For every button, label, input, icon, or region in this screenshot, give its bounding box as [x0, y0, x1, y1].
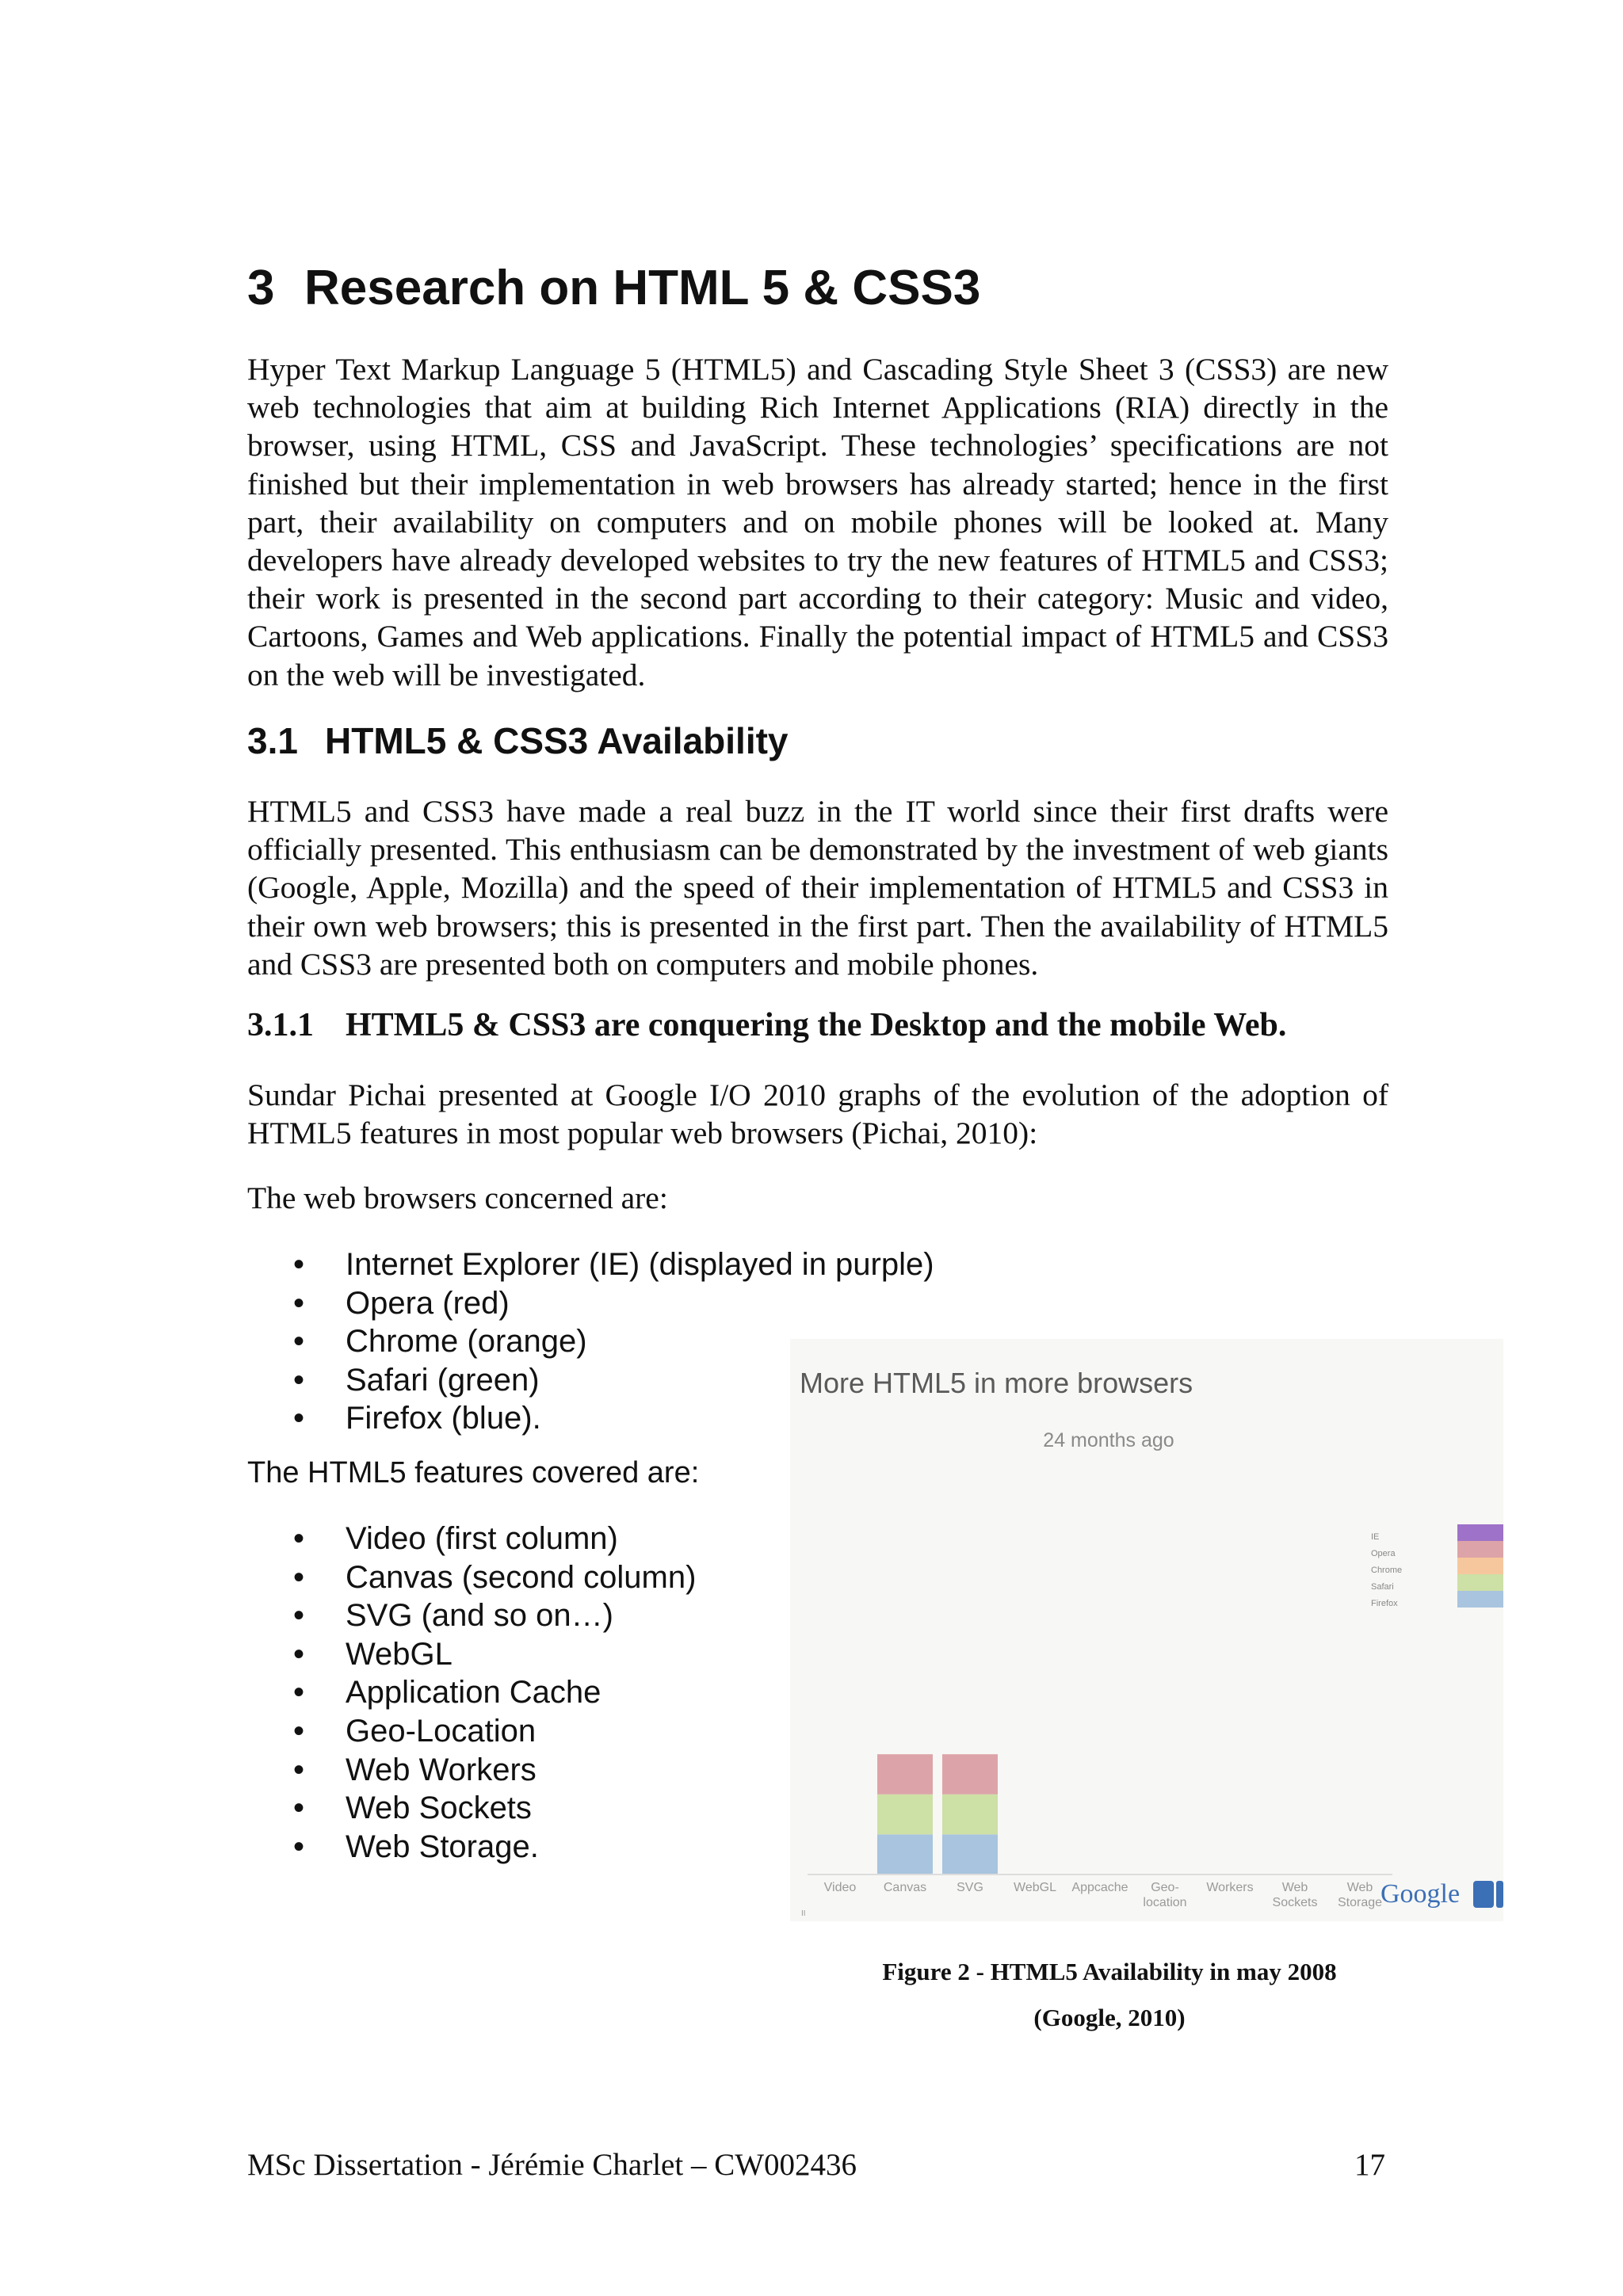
figure-caption [792, 1949, 1426, 2041]
list-item: • Video (first column) [293, 1520, 696, 1558]
legend-swatch-firefox [1457, 1591, 1503, 1608]
subsection-title: HTML5 & CSS3 are conquering the Desktop and the mobile Web. [346, 1007, 1287, 1043]
bar-canvas-safari [877, 1794, 933, 1835]
legend-label-safari: Safari [1371, 1582, 1394, 1592]
bar-svg-safari [942, 1794, 998, 1835]
figure-caption-line2: (Google, 2010) [1033, 2004, 1186, 2031]
features-intro: The HTML5 features covered are: [247, 1456, 700, 1489]
x-axis-labels [824, 1881, 1382, 1909]
list-item: • Canvas (second column) [293, 1558, 696, 1597]
x-tick-label-workers: Workers [1206, 1881, 1254, 1894]
list-item: • Application Cache [293, 1673, 696, 1712]
x-tick-label-web-storage: Web Storage [1337, 1881, 1383, 1909]
bar-canvas-opera [877, 1754, 933, 1794]
list-item: • Web Workers [293, 1751, 696, 1790]
list-item: • WebGL [293, 1635, 696, 1674]
features-list [293, 1520, 696, 1866]
legend-swatch-ie [1457, 1524, 1503, 1541]
chart-legend [1371, 1524, 1503, 1608]
legend-label-opera: Opera [1371, 1549, 1396, 1558]
section-title: Research on HTML 5 & CSS3 [304, 261, 981, 315]
chart-svg [790, 1339, 1503, 1921]
subsection-number: 3.1 [247, 720, 298, 761]
subsection-title: HTML5 & CSS3 Availability [325, 720, 789, 761]
list-item: • Geo-Location [293, 1712, 696, 1751]
footer-text: MSc Dissertation - Jérémie Charlet – CW002436 [247, 2148, 857, 2182]
legend-swatch-safari [1457, 1574, 1503, 1591]
chart-subtitle: 24 months ago [1043, 1429, 1174, 1451]
legend-swatch-chrome [1457, 1558, 1503, 1574]
browsers-intro: The web browsers concerned are: [247, 1180, 668, 1215]
x-tick-label-geo-location: Geo-location [1143, 1881, 1187, 1909]
list-item: • Web Sockets [293, 1789, 696, 1828]
x-tick-label-web-sockets: Web Sockets [1272, 1881, 1318, 1909]
legend-label-chrome: Chrome [1371, 1566, 1403, 1575]
subsection-heading-3-1 [247, 719, 789, 762]
list-item: • Chrome (orange) [293, 1322, 934, 1361]
x-tick-label-svg: SVG [957, 1881, 983, 1894]
slide-logo-icon [1473, 1881, 1503, 1908]
figure-caption-line1: Figure 2 - HTML5 Availability in may 2008 [882, 1958, 1337, 1985]
list-item: • SVG (and so on…) [293, 1596, 696, 1635]
html5-browsers-chart [790, 1339, 1503, 1921]
chart-bars [877, 1754, 998, 1875]
axis-small-label: II [801, 1909, 806, 1918]
intro-paragraph: Hyper Text Markup Language 5 (HTML5) and Cascading Style Sheet 3 (CSS3) are new web technologies that aim at building Rich Internet Applications (RIA) directly in the browser, using HTML, CSS and JavaScript. These technologies’ specifications are not finished but their implementation in web browsers has already started; hence in the first part, their availability on computers and on mobile phones will be looked at. Many developers have already developed websites to try the new features of HTML5 and CSS3; their work is presented in the second part according to their category: Music and video, Cartoons, Games and Web applications. Finally the potential impact of HTML5 and CSS3 on the web will be investigated. [247, 352, 1388, 692]
list-item: • Firefox (blue). [293, 1399, 934, 1438]
legend-label-ie: IE [1371, 1532, 1380, 1542]
x-tick-label-webgl: WebGL [1014, 1881, 1056, 1894]
bar-svg-opera [942, 1754, 998, 1794]
x-tick-label-canvas: Canvas [883, 1881, 927, 1894]
page-number: 17 [1354, 2148, 1385, 2182]
chart-title: More HTML5 in more browsers [800, 1367, 1193, 1399]
subsection-number: 3.1.1 [247, 1007, 314, 1043]
list-item: • Internet Explorer (IE) (displayed in purple) [293, 1245, 934, 1284]
list-item: • Opera (red) [293, 1284, 934, 1323]
list-item: • Safari (green) [293, 1361, 934, 1400]
pichai-paragraph: Sundar Pichai presented at Google I/O 2010 graphs of the evolution of the adoption of HTML5 features in most popular web browsers (Pichai, 2010): [247, 1077, 1388, 1151]
availability-paragraph: HTML5 and CSS3 have made a real buzz in the IT world since their first drafts were officially presented. This enthusiasm can be demonstrated by the investment of web giants (Google, Apple, Mozilla) and the speed of their implementation of HTML5 and CSS3 in their own web browsers; this is presented in the first part. Then the availability of HTML5 and CSS3 are presented both on computers and mobile phones. [247, 794, 1388, 982]
legend-label-firefox: Firefox [1371, 1599, 1398, 1608]
list-item: • Web Storage. [293, 1828, 696, 1867]
x-tick-label-video: Video [823, 1881, 857, 1894]
bar-svg-firefox [942, 1834, 998, 1875]
google-logo: Google [1381, 1879, 1461, 1909]
x-tick-label-appcache: Appcache [1071, 1881, 1128, 1894]
section-number: 3 [247, 261, 275, 315]
section-heading-3 [247, 260, 980, 316]
bar-canvas-firefox [877, 1834, 933, 1875]
subsection-heading-3-1-1 [247, 1006, 1286, 1044]
legend-swatch-opera [1457, 1541, 1503, 1558]
